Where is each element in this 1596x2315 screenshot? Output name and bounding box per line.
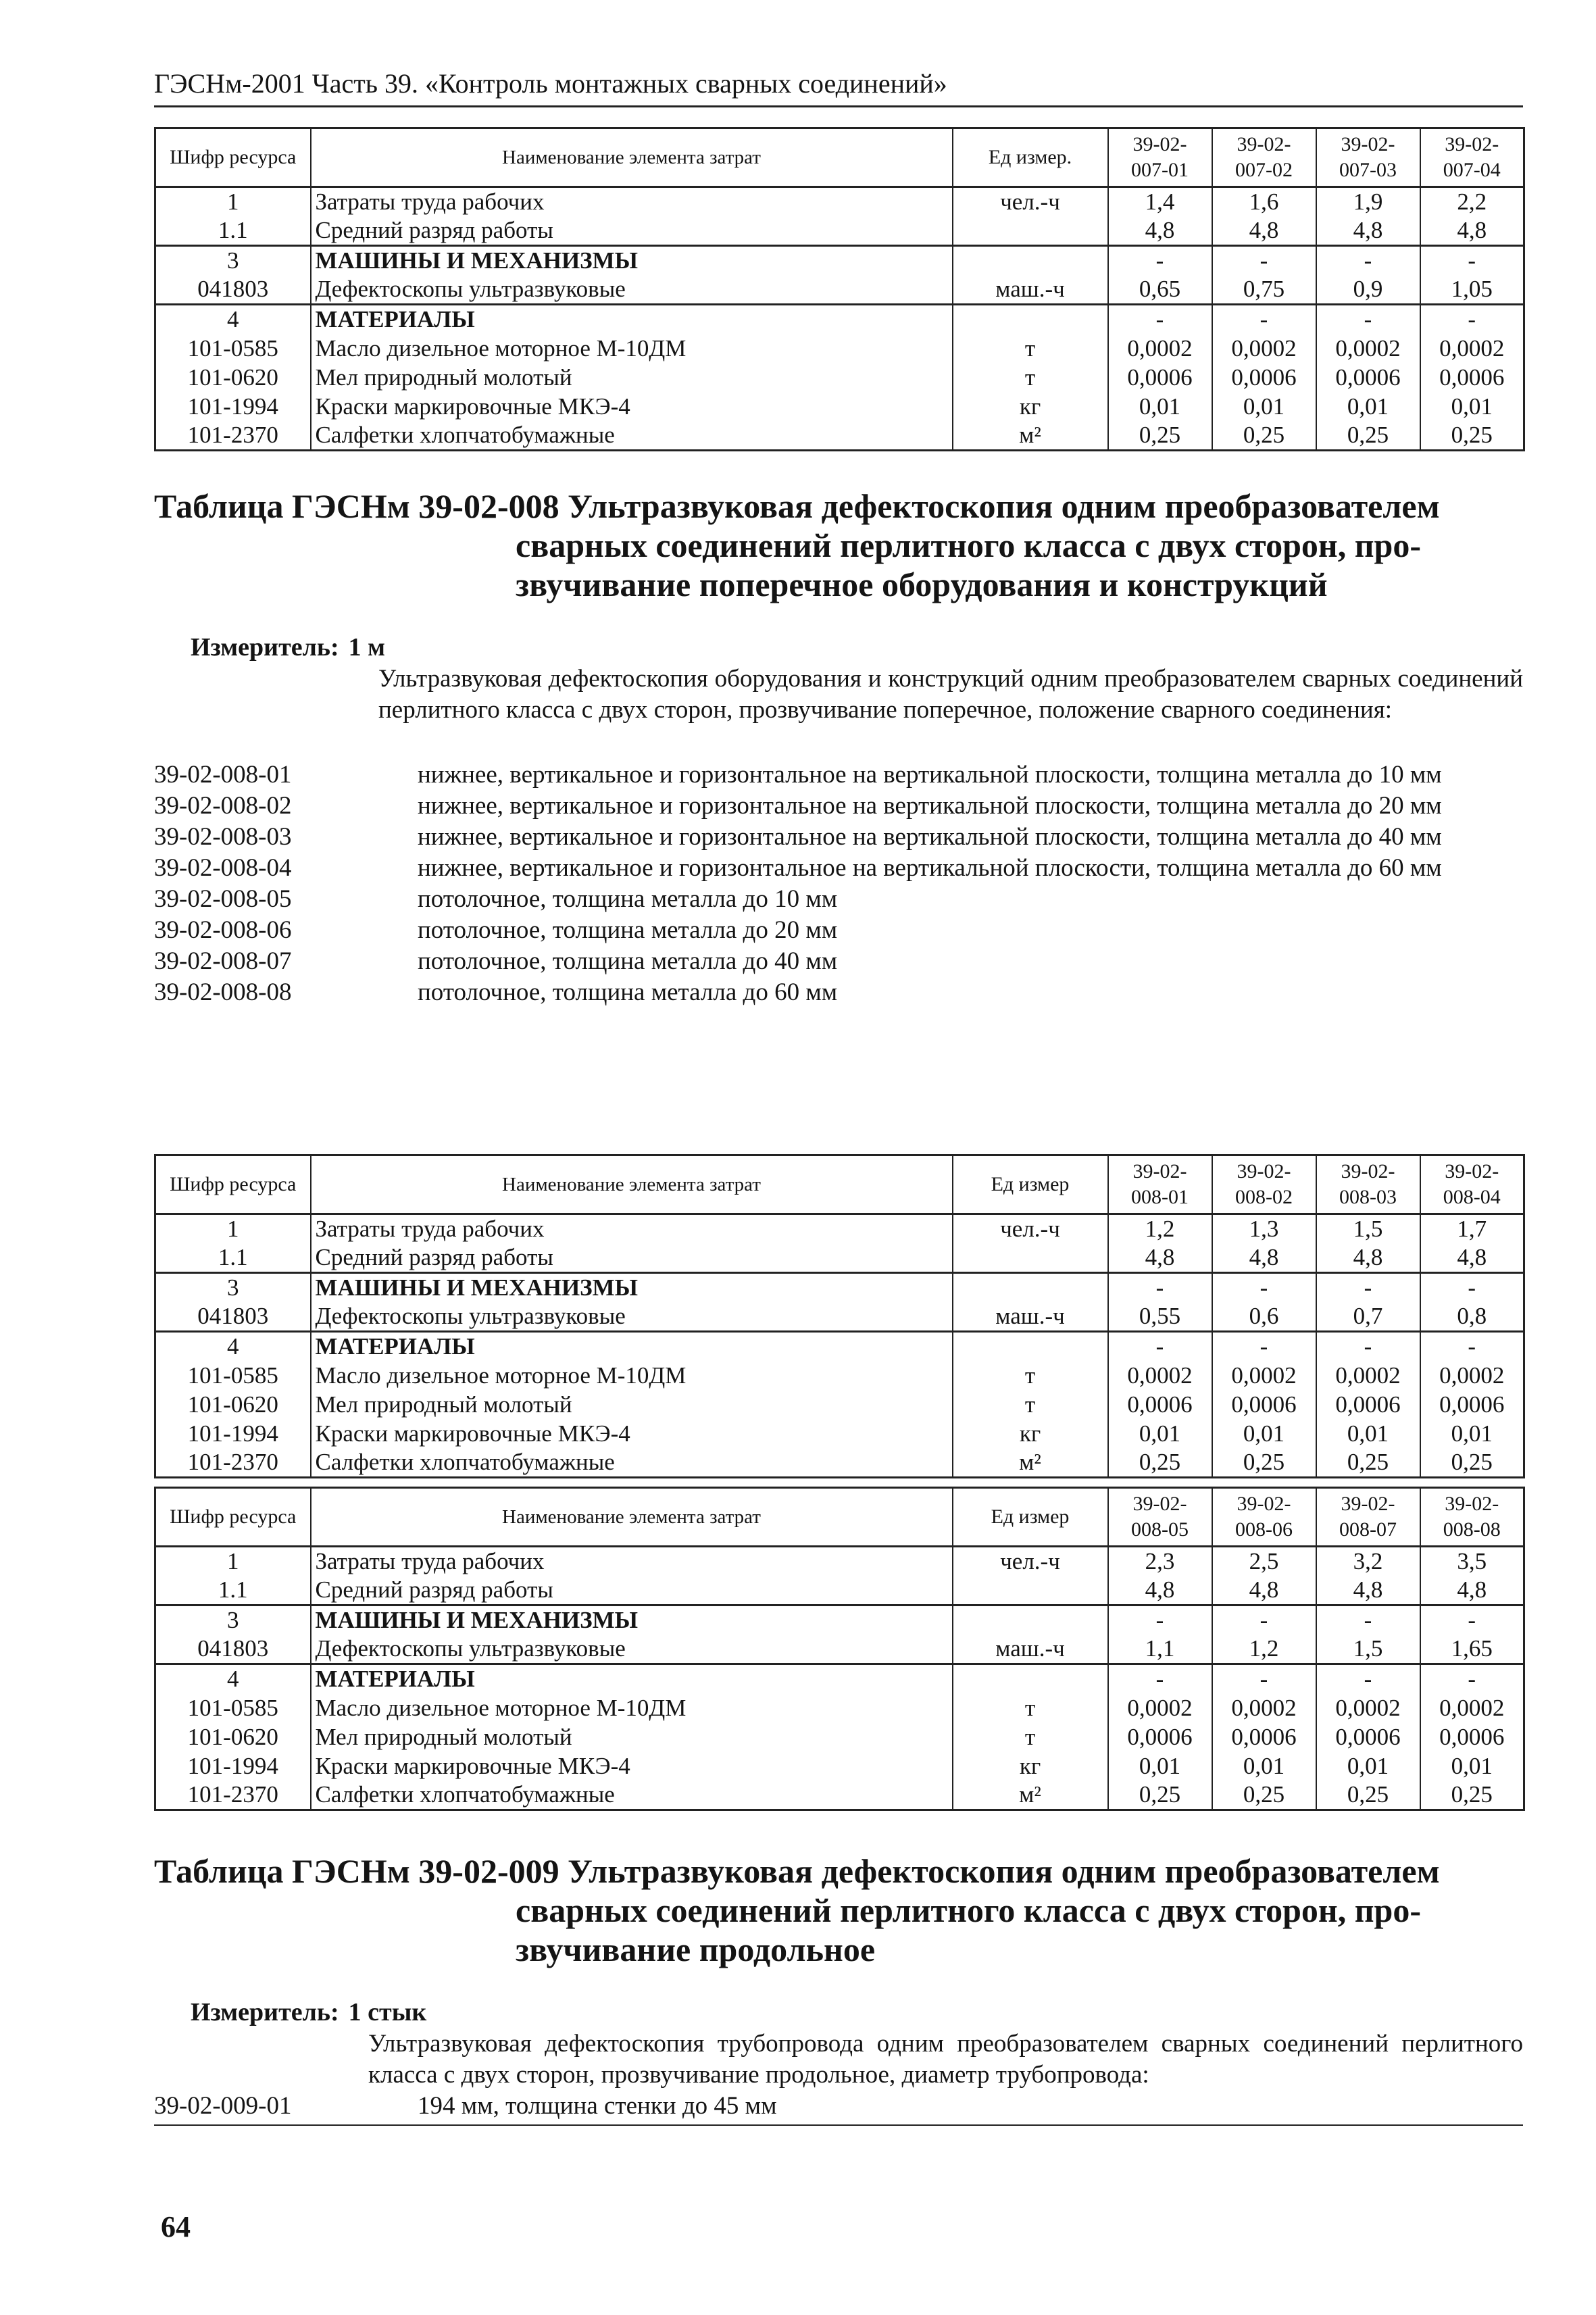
name-cell: Дефектоскопы ультразвуковые [311,275,953,305]
value-cell: 0,01 [1420,392,1524,421]
list-item [154,853,1523,884]
value-cell: 0,0006 [1108,1722,1212,1751]
unit-cell [953,1664,1108,1694]
value-cell: 0,25 [1108,1781,1212,1810]
name-cell: МАТЕРИАЛЫ [311,1332,953,1362]
value-cell: - [1316,1332,1420,1362]
table-row [155,1390,1524,1419]
unit-cell: т [953,1722,1108,1751]
code-cell: 101-0585 [155,1361,311,1390]
code-cell: 1.1 [155,1576,311,1605]
table-row [155,1664,1524,1694]
table-title-009: Таблица ГЭСНм 39-02-009 Ультразвуковая дефектоскопия одним преобразователем сварных соединений перлитного класса с двух сторон, про- звучивание продольное [154,1852,1440,1968]
value-cell: 0,25 [1212,1448,1316,1478]
name-cell: Масло дизельное моторное М-10ДМ [311,334,953,363]
value-cell: 2,5 [1212,1547,1316,1576]
value-cell: 0,01 [1316,1751,1420,1781]
section-description-008: Ультразвуковая дефектоскопия оборудования и конструкций одним преобразователем сварных соединений перлитного класса с двух сторон, прозвучивание поперечное, положение сварного соединения: [378,665,1523,724]
item-text: нижнее, вертикальное и горизонтальное на вертикальной плоскости, толщина металла до 10 мм [418,761,1442,789]
value-cell: - [1108,1273,1212,1303]
value-cell: 0,01 [1212,1419,1316,1448]
table-row [155,1332,1524,1362]
name-cell: Дефектоскопы ультразвуковые [311,1302,953,1332]
value-cell: 4,8 [1420,1576,1524,1605]
value-cell: 0,7 [1316,1302,1420,1332]
table-row [155,1361,1524,1390]
code-cell: 041803 [155,1302,311,1332]
code-cell: 1.1 [155,1243,311,1273]
value-cell: 4,8 [1108,1576,1212,1605]
col-header-unit: Ед измер [953,1488,1108,1547]
value-cell: - [1212,1664,1316,1694]
value-cell: 0,01 [1316,1419,1420,1448]
item-text: потолочное, толщина металла до 10 мм [418,885,838,913]
name-cell: Салфетки хлопчатобумажные [311,1781,953,1810]
name-cell: МАТЕРИАЛЫ [311,305,953,334]
measure-unit-009: Измеритель: 1 стык [191,1998,427,2026]
col-header-code: Шифр ресурса [155,1488,311,1547]
value-cell: 1,9 [1316,187,1420,217]
name-cell: Мел природный молотый [311,363,953,392]
name-cell: Средний разряд работы [311,1243,953,1273]
col-header-name: Наименование элемента затрат [311,128,953,187]
code-cell: 3 [155,1605,311,1635]
value-cell: 1,4 [1108,187,1212,217]
item-text: потолочное, толщина металла до 60 мм [418,978,838,1006]
name-cell: Мел природный молотый [311,1722,953,1751]
value-cell: 0,0006 [1212,1390,1316,1419]
section-description-009: Ультразвуковая дефектоскопия трубопровода одним преобразователем сварных соединений перлитного класса с двух сторон, прозвучивание продольное, диаметр трубопровода: [368,2030,1523,2089]
value-cell: 0,0006 [1108,1390,1212,1419]
value-cell: 0,75 [1212,275,1316,305]
value-cell: - [1108,1332,1212,1362]
code-cell: 041803 [155,275,311,305]
table-row [155,421,1524,451]
table-row [155,1635,1524,1664]
name-cell: Мел природный молотый [311,1390,953,1419]
unit-cell: т [953,1390,1108,1419]
value-cell: - [1420,1605,1524,1635]
value-cell: - [1316,246,1420,276]
value-cell: - [1212,305,1316,334]
code-cell: 101-0585 [155,1693,311,1722]
value-cell: 0,0002 [1316,334,1420,363]
item-code: 39-02-008-04 [154,854,292,882]
col-header-code: Шифр ресурса [155,1155,311,1214]
value-cell: - [1316,305,1420,334]
name-cell: Средний разряд работы [311,216,953,246]
value-cell: 0,0006 [1212,363,1316,392]
value-cell: 1,3 [1212,1214,1316,1244]
value-cell: 2,2 [1420,187,1524,217]
name-cell: Салфетки хлопчатобумажные [311,1448,953,1478]
code-cell: 4 [155,1332,311,1362]
item-code: 39-02-008-06 [154,916,292,944]
code-cell: 101-2370 [155,1448,311,1478]
value-cell: 0,65 [1108,275,1212,305]
code-cell: 1 [155,1547,311,1576]
value-cell: 0,01 [1108,1751,1212,1781]
table-title-008: Таблица ГЭСНм 39-02-008 Ультразвуковая дефектоскопия одним преобразователем сварных соединений перлитного класса с двух сторон, про- звучивание поперечное оборудования и конструкций [154,487,1440,603]
list-item [154,822,1523,853]
value-cell: 0,0002 [1316,1361,1420,1390]
table-row [155,1693,1524,1722]
code-cell: 101-0620 [155,1390,311,1419]
unit-cell: маш.-ч [953,1635,1108,1664]
value-cell: 0,0002 [1420,1361,1524,1390]
list-item [154,760,1523,791]
value-cell: 4,8 [1316,1243,1420,1273]
value-cell: - [1420,246,1524,276]
table-row [155,363,1524,392]
value-cell: 0,0006 [1420,363,1524,392]
value-cell: 2,3 [1108,1547,1212,1576]
code-cell: 101-1994 [155,1419,311,1448]
code-cell: 1 [155,187,311,217]
value-cell: - [1420,1664,1524,1694]
col-header-norm: 39-02- 007-04 [1420,128,1524,187]
col-header-name: Наименование элемента затрат [311,1155,953,1214]
name-cell: Дефектоскопы ультразвуковые [311,1635,953,1664]
code-cell: 101-1994 [155,1751,311,1781]
unit-cell [953,216,1108,246]
table-row [155,1722,1524,1751]
measure-unit-008: Измеритель: 1 м [191,633,386,662]
col-header-norm: 39-02- 008-04 [1420,1155,1524,1214]
table-row [155,392,1524,421]
name-cell: МАШИНЫ И МЕХАНИЗМЫ [311,246,953,276]
value-cell: 1,5 [1316,1635,1420,1664]
table-row [155,1243,1524,1273]
code-cell: 4 [155,305,311,334]
col-header-name: Наименование элемента затрат [311,1488,953,1547]
code-cell: 041803 [155,1635,311,1664]
unit-cell: т [953,334,1108,363]
unit-cell [953,1273,1108,1303]
code-cell: 101-2370 [155,1781,311,1810]
value-cell: 1,05 [1420,275,1524,305]
value-cell: 0,25 [1316,1781,1420,1810]
value-cell: 0,0002 [1420,334,1524,363]
item-code: 39-02-008-05 [154,885,292,913]
table-row [155,187,1524,217]
table-row [155,305,1524,334]
item-code: 39-02-008-07 [154,947,292,975]
unit-cell [953,1576,1108,1605]
value-cell: - [1212,1605,1316,1635]
unit-cell: чел.-ч [953,187,1108,217]
item-code: 39-02-008-01 [154,761,292,789]
value-cell: 0,0006 [1108,363,1212,392]
value-cell: 1,1 [1108,1635,1212,1664]
page-number: 64 [161,2210,191,2243]
unit-cell: т [953,363,1108,392]
value-cell: 0,0002 [1108,1693,1212,1722]
value-cell: 0,25 [1420,421,1524,451]
value-cell: 0,0006 [1420,1722,1524,1751]
item-text: нижнее, вертикальное и горизонтальное на вертикальной плоскости, толщина металла до 60 мм [418,854,1442,882]
col-header-norm: 39-02- 007-02 [1212,128,1316,187]
value-cell: 0,6 [1212,1302,1316,1332]
table-row [155,1214,1524,1244]
value-cell: 4,8 [1212,216,1316,246]
table-row [155,246,1524,276]
value-cell: 1,6 [1212,187,1316,217]
code-cell: 3 [155,1273,311,1303]
value-cell: 4,8 [1420,1243,1524,1273]
code-cell: 1.1 [155,216,311,246]
unit-cell: т [953,1693,1108,1722]
name-cell: Краски маркировочные МКЭ-4 [311,1419,953,1448]
value-cell: 1,2 [1212,1635,1316,1664]
list-item [154,915,1523,946]
item-text: нижнее, вертикальное и горизонтальное на вертикальной плоскости, толщина металла до 40 мм [418,823,1442,851]
unit-cell: м² [953,1448,1108,1478]
value-cell: 3,2 [1316,1547,1420,1576]
code-cell: 101-1994 [155,392,311,421]
value-cell: - [1420,305,1524,334]
code-cell: 1 [155,1214,311,1244]
table-row [155,334,1524,363]
col-header-norm: 39-02- 007-03 [1316,128,1420,187]
value-cell: 0,0006 [1420,1390,1524,1419]
value-cell: 0,0006 [1316,1722,1420,1751]
name-cell: Масло дизельное моторное М-10ДМ [311,1361,953,1390]
code-cell: 101-0620 [155,1722,311,1751]
col-header-norm: 39-02- 007-01 [1108,128,1212,187]
value-cell: 0,25 [1316,421,1420,451]
unit-cell [953,246,1108,276]
col-header-unit: Ед измер. [953,128,1108,187]
value-cell: 0,01 [1420,1419,1524,1448]
page-header: ГЭСНм-2001 Часть 39. «Контроль монтажных сварных соединений» [154,66,1523,107]
list-item [154,2091,1523,2122]
value-cell: 0,01 [1420,1751,1524,1781]
value-cell: 4,8 [1420,216,1524,246]
table-row [155,1273,1524,1303]
resource-table-008-a [154,1154,1525,1478]
table-row [155,275,1524,305]
item-text: потолочное, толщина металла до 20 мм [418,916,838,944]
value-cell: 0,25 [1316,1448,1420,1478]
table-row [155,1576,1524,1605]
table-row [155,1419,1524,1448]
value-cell: 1,7 [1420,1214,1524,1244]
unit-cell: маш.-ч [953,275,1108,305]
unit-cell: чел.-ч [953,1547,1108,1576]
value-cell: 3,5 [1420,1547,1524,1576]
table-row [155,216,1524,246]
table-row [155,1751,1524,1781]
value-cell: 0,8 [1420,1302,1524,1332]
resource-table-007 [154,127,1525,451]
col-header-norm: 39-02- 008-05 [1108,1488,1212,1547]
value-cell: 0,01 [1212,392,1316,421]
value-cell: - [1212,1273,1316,1303]
value-cell: 1,5 [1316,1214,1420,1244]
value-cell: 0,0002 [1316,1693,1420,1722]
unit-cell [953,1605,1108,1635]
item-text: 194 мм, толщина стенки до 45 мм [418,2092,777,2120]
value-cell: 0,9 [1316,275,1420,305]
value-cell: 0,0002 [1108,334,1212,363]
value-cell: 0,55 [1108,1302,1212,1332]
name-cell: Затраты труда рабочих [311,1547,953,1576]
name-cell: МАШИНЫ И МЕХАНИЗМЫ [311,1605,953,1635]
value-cell: 1,65 [1420,1635,1524,1664]
unit-cell: кг [953,1751,1108,1781]
value-cell: 1,2 [1108,1214,1212,1244]
unit-cell [953,1243,1108,1273]
value-cell: - [1212,246,1316,276]
name-cell: Масло дизельное моторное М-10ДМ [311,1693,953,1722]
value-cell: 0,0002 [1420,1693,1524,1722]
unit-cell [953,305,1108,334]
value-cell: 0,25 [1108,1448,1212,1478]
value-cell: 0,25 [1420,1448,1524,1478]
col-header-norm: 39-02- 008-08 [1420,1488,1524,1547]
value-cell: 0,01 [1212,1751,1316,1781]
value-cell: 0,0006 [1212,1722,1316,1751]
item-code: 39-02-008-03 [154,823,292,851]
value-cell: 0,0002 [1212,1361,1316,1390]
item-code: 39-02-008-08 [154,978,292,1006]
col-header-norm: 39-02- 008-06 [1212,1488,1316,1547]
item-code: 39-02-009-01 [154,2092,292,2120]
col-header-norm: 39-02- 008-02 [1212,1155,1316,1214]
name-cell: Средний разряд работы [311,1576,953,1605]
value-cell: 4,8 [1212,1576,1316,1605]
value-cell: 4,8 [1212,1243,1316,1273]
name-cell: Салфетки хлопчатобумажные [311,421,953,451]
table-row [155,1302,1524,1332]
item-list-008 [154,760,1523,1008]
value-cell: - [1108,1605,1212,1635]
value-cell: 0,0002 [1212,1693,1316,1722]
value-cell: 4,8 [1108,1243,1212,1273]
value-cell: 4,8 [1316,1576,1420,1605]
list-item [154,946,1523,977]
table-row [155,1781,1524,1810]
code-cell: 3 [155,246,311,276]
unit-cell: кг [953,1419,1108,1448]
col-header-code: Шифр ресурса [155,128,311,187]
name-cell: Затраты труда рабочих [311,187,953,217]
value-cell: 4,8 [1108,216,1212,246]
value-cell: - [1108,1664,1212,1694]
name-cell: МАШИНЫ И МЕХАНИЗМЫ [311,1273,953,1303]
unit-cell: м² [953,421,1108,451]
value-cell: 0,25 [1108,421,1212,451]
code-cell: 4 [155,1664,311,1694]
table-row [155,1448,1524,1478]
value-cell: - [1316,1273,1420,1303]
value-cell: - [1316,1605,1420,1635]
value-cell: 0,0002 [1108,1361,1212,1390]
value-cell: - [1316,1664,1420,1694]
unit-cell: маш.-ч [953,1302,1108,1332]
value-cell: 4,8 [1316,216,1420,246]
item-text: нижнее, вертикальное и горизонтальное на вертикальной плоскости, толщина металла до 20 мм [418,792,1442,820]
value-cell: - [1212,1332,1316,1362]
value-cell: 0,0006 [1316,1390,1420,1419]
name-cell: Краски маркировочные МКЭ-4 [311,1751,953,1781]
value-cell: 0,25 [1420,1781,1524,1810]
value-cell: 0,01 [1108,392,1212,421]
item-list-009 [154,2091,1523,2126]
unit-cell: кг [953,392,1108,421]
value-cell: 0,0002 [1212,334,1316,363]
value-cell: 0,01 [1316,392,1420,421]
item-code: 39-02-008-02 [154,792,292,820]
unit-cell: т [953,1361,1108,1390]
name-cell: Краски маркировочные МКЭ-4 [311,392,953,421]
list-item [154,977,1523,1008]
code-cell: 101-2370 [155,421,311,451]
item-text: потолочное, толщина металла до 40 мм [418,947,838,975]
value-cell: - [1108,305,1212,334]
value-cell: 0,0006 [1316,363,1420,392]
table-row [155,1547,1524,1576]
value-cell: 0,25 [1212,421,1316,451]
unit-cell: чел.-ч [953,1214,1108,1244]
col-header-unit: Ед измер [953,1155,1108,1214]
code-cell: 101-0620 [155,363,311,392]
resource-table-008-b [154,1487,1525,1811]
value-cell: - [1420,1273,1524,1303]
list-item [154,791,1523,822]
code-cell: 101-0585 [155,334,311,363]
list-item [154,884,1523,915]
value-cell: 0,01 [1108,1419,1212,1448]
col-header-norm: 39-02- 008-03 [1316,1155,1420,1214]
name-cell: МАТЕРИАЛЫ [311,1664,953,1694]
value-cell: - [1108,246,1212,276]
unit-cell: м² [953,1781,1108,1810]
value-cell: - [1420,1332,1524,1362]
name-cell: Затраты труда рабочих [311,1214,953,1244]
col-header-norm: 39-02- 008-01 [1108,1155,1212,1214]
value-cell: 0,25 [1212,1781,1316,1810]
unit-cell [953,1332,1108,1362]
col-header-norm: 39-02- 008-07 [1316,1488,1420,1547]
table-row [155,1605,1524,1635]
